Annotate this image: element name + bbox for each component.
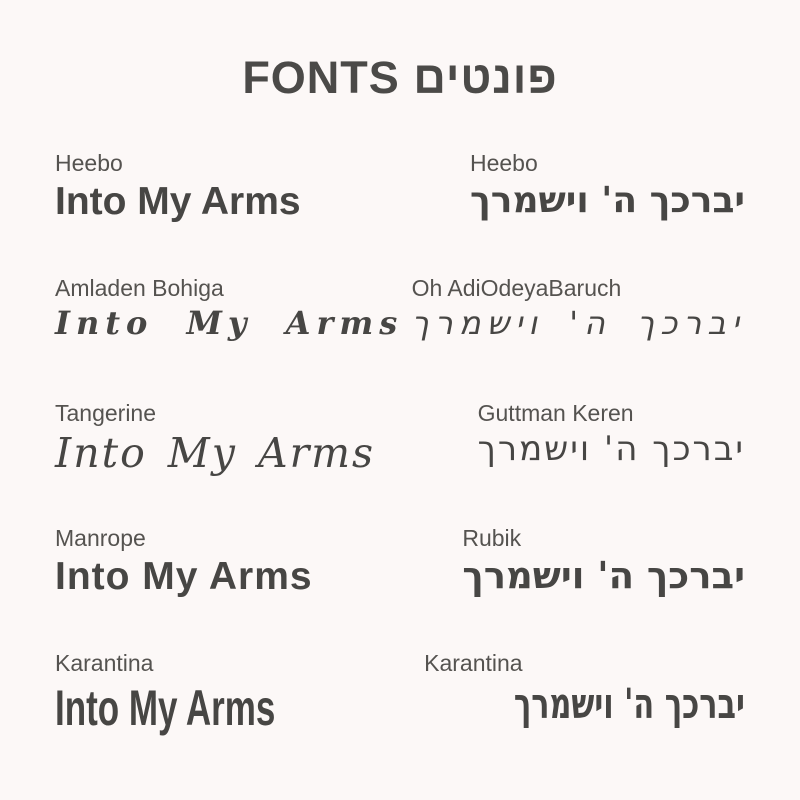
font-name-label: Heebo [469,150,538,176]
font-sample-hebrew: יברכך ה' וישמרך [462,554,745,597]
font-sample-english: Into My Arms [55,555,313,598]
font-sample-hebrew: יברכך ה' וישמרך [411,304,745,342]
hebrew-font-cell [470,150,745,221]
font-name-label: Karantina [424,650,523,676]
font-sample-english: Into My Arms [55,180,301,223]
font-name-label: Rubik [462,525,522,551]
font-row-karantina [55,650,745,738]
font-row-heebo [55,150,745,228]
font-sample-hebrew: יברכך ה' וישמרך [477,429,745,469]
hebrew-font-cell [462,525,745,598]
english-font-cell [55,150,301,225]
hebrew-font-cell [478,400,745,469]
font-name-label: Manrope [55,525,146,551]
page-title: FONTS פונטים [242,52,558,103]
font-sample-english: Into My Arms [55,680,276,736]
font-name-label: Karantina [55,650,154,676]
font-name-label: Oh AdiOdeyaBaruch [411,275,622,301]
font-row-amladen-adiodeya [55,275,745,353]
font-name-label: Amladen Bohiga [55,275,224,301]
font-sample-english: Into My Arms [55,429,376,477]
font-name-label: Guttman Keren [477,400,634,426]
english-font-cell [55,525,313,600]
font-name-label: Heebo [55,150,123,176]
hebrew-font-cell [412,275,745,342]
hebrew-font-cell [424,650,745,728]
font-row-tangerine-guttman [55,400,745,478]
english-font-cell [55,650,370,738]
font-rows [0,104,800,738]
font-sample-english: Into My Arms [55,304,404,342]
font-sample-hebrew: יברכך ה' וישמרך [469,180,745,221]
font-name-label: Tangerine [55,400,157,426]
font-row-manrope-rubik [55,525,745,603]
english-font-cell [55,400,375,477]
english-font-cell [55,275,403,342]
font-sample-hebrew: יברכך ה' וישמרך [513,679,745,728]
